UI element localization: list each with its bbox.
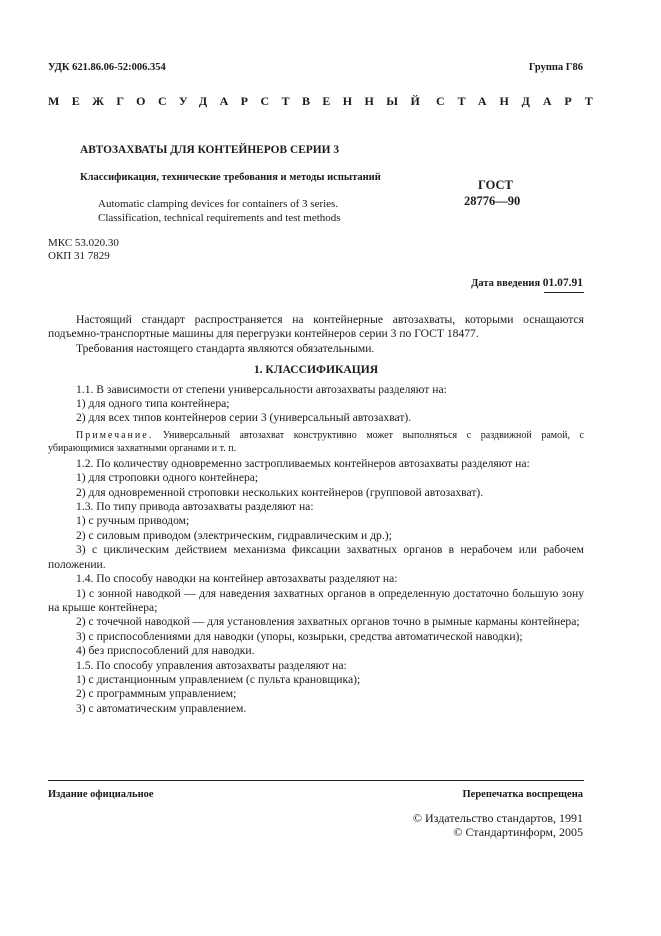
- intro-mandatory: Требования настоящего стандарта являются обязательными.: [76, 341, 375, 355]
- doc-subtitle: Классификация, технические требования и методы испытаний: [80, 172, 381, 183]
- gost-label: ГОСТ: [478, 178, 513, 192]
- clause-1-1: 1.1. В зависимости от степени универсальности автозахваты разделяют на:: [76, 382, 447, 396]
- note: [48, 429, 584, 455]
- clause-1-3-item-2: 2) с силовым приводом (электрическим, гидравлическим и др.);: [76, 528, 392, 542]
- mks-code: МКС 53.020.30: [48, 237, 119, 249]
- english-title-line2: Classification, technical requirements and test methods: [98, 212, 341, 224]
- clause-1-1-item-2: 2) для всех типов контейнеров серии 3 (универсальный автозахват).: [76, 411, 412, 425]
- clause-1-5-item-2: 2) с программным управлением;: [76, 687, 237, 701]
- gost-number: 28776—90: [464, 194, 521, 208]
- clause-1-2: 1.2. По количеству одновременно застропливаемых контейнеров автозахваты разделяют на:: [76, 456, 530, 470]
- clause-1-4-item-3: 3) с приспособлениями для наводки (упоры, козырьки, средства автоматической наводки);: [76, 629, 523, 643]
- group-code: Группа Г86: [528, 62, 583, 73]
- copyright-1: © Издательство стандартов, 1991: [412, 811, 583, 825]
- body-text: [48, 313, 584, 716]
- clause-1-4-item-1: 1) с зонной наводкой — для наведения захватных органов в определенную достаточно большую зону на крыше контейнера;: [48, 586, 584, 614]
- note-text: Универсальный автозахват конструктивно может выполняться с раздвижной рамой, с убирающимися захватными органами и т. п.: [48, 429, 584, 454]
- doc-title: АВТОЗАХВАТЫ ДЛЯ КОНТЕЙНЕРОВ СЕРИИ 3: [80, 144, 340, 156]
- intro-paragraph: Настоящий стандарт распространяется на контейнерные автозахваты, которыми оснащаются подъемно-транспортные машины для перегрузки контейнеров серии 3 по ГОСТ 18477.: [48, 313, 584, 341]
- clause-1-5: 1.5. По способу управления автозахваты разделяют на:: [76, 658, 347, 672]
- copyright-2: © Стандартинформ, 2005: [453, 825, 583, 839]
- banner-interstate: МЕЖГОСУДАРСТВЕННЫЙ: [48, 94, 433, 108]
- clause-1-4: 1.4. По способу наводки на контейнер автозахваты разделяют на:: [76, 572, 398, 586]
- clause-1-5-item-1: 1) с дистанционным управлением (с пульта крановщика);: [76, 672, 361, 686]
- clause-1-5-item-3: 3) с автоматическим управлением.: [76, 701, 247, 715]
- intro-date: [471, 277, 583, 289]
- clause-1-3-item-1: 1) с ручным приводом;: [76, 514, 190, 528]
- section-heading: 1. КЛАССИФИКАЦИЯ: [253, 363, 379, 377]
- footer-divider: [48, 780, 584, 781]
- udk-code: УДК 621.86.06-52:006.354: [48, 62, 166, 73]
- reprint-prohibited: Перепечатка воспрещена: [462, 789, 583, 800]
- english-title-line1: Automatic clamping devices for containers of 3 series.: [98, 198, 339, 210]
- okp-code: ОКП 31 7829: [48, 250, 110, 262]
- note-label: Примечание.: [76, 429, 154, 441]
- clause-1-3: 1.3. По типу привода автозахваты разделяют на:: [76, 500, 314, 514]
- banner-standard: СТАНДАРТ: [436, 94, 606, 108]
- clause-1-2-item-2: 2) для одновременной строповки нескольких контейнеров (групповой автозахват).: [76, 485, 484, 499]
- intro-date-underline: [544, 292, 584, 293]
- intro-date-label: Дата введения: [471, 278, 543, 289]
- clause-1-2-item-1: 1) для строповки одного контейнера;: [76, 471, 259, 485]
- clause-1-1-item-1: 1) для одного типа контейнера;: [76, 397, 230, 411]
- official-edition: Издание официальное: [48, 789, 154, 800]
- clause-1-4-item-4: 4) без приспособлений для наводки.: [76, 644, 255, 658]
- intro-date-value: 01.07.91: [542, 277, 583, 289]
- clause-1-3-item-3: 3) с циклическим действием механизма фиксации захватных органов в нерабочем или рабочем положении.: [48, 543, 584, 571]
- clause-1-4-item-2: 2) с точечной наводкой — для установления захватных органов точно в рымные карманы контейнера;: [76, 615, 580, 629]
